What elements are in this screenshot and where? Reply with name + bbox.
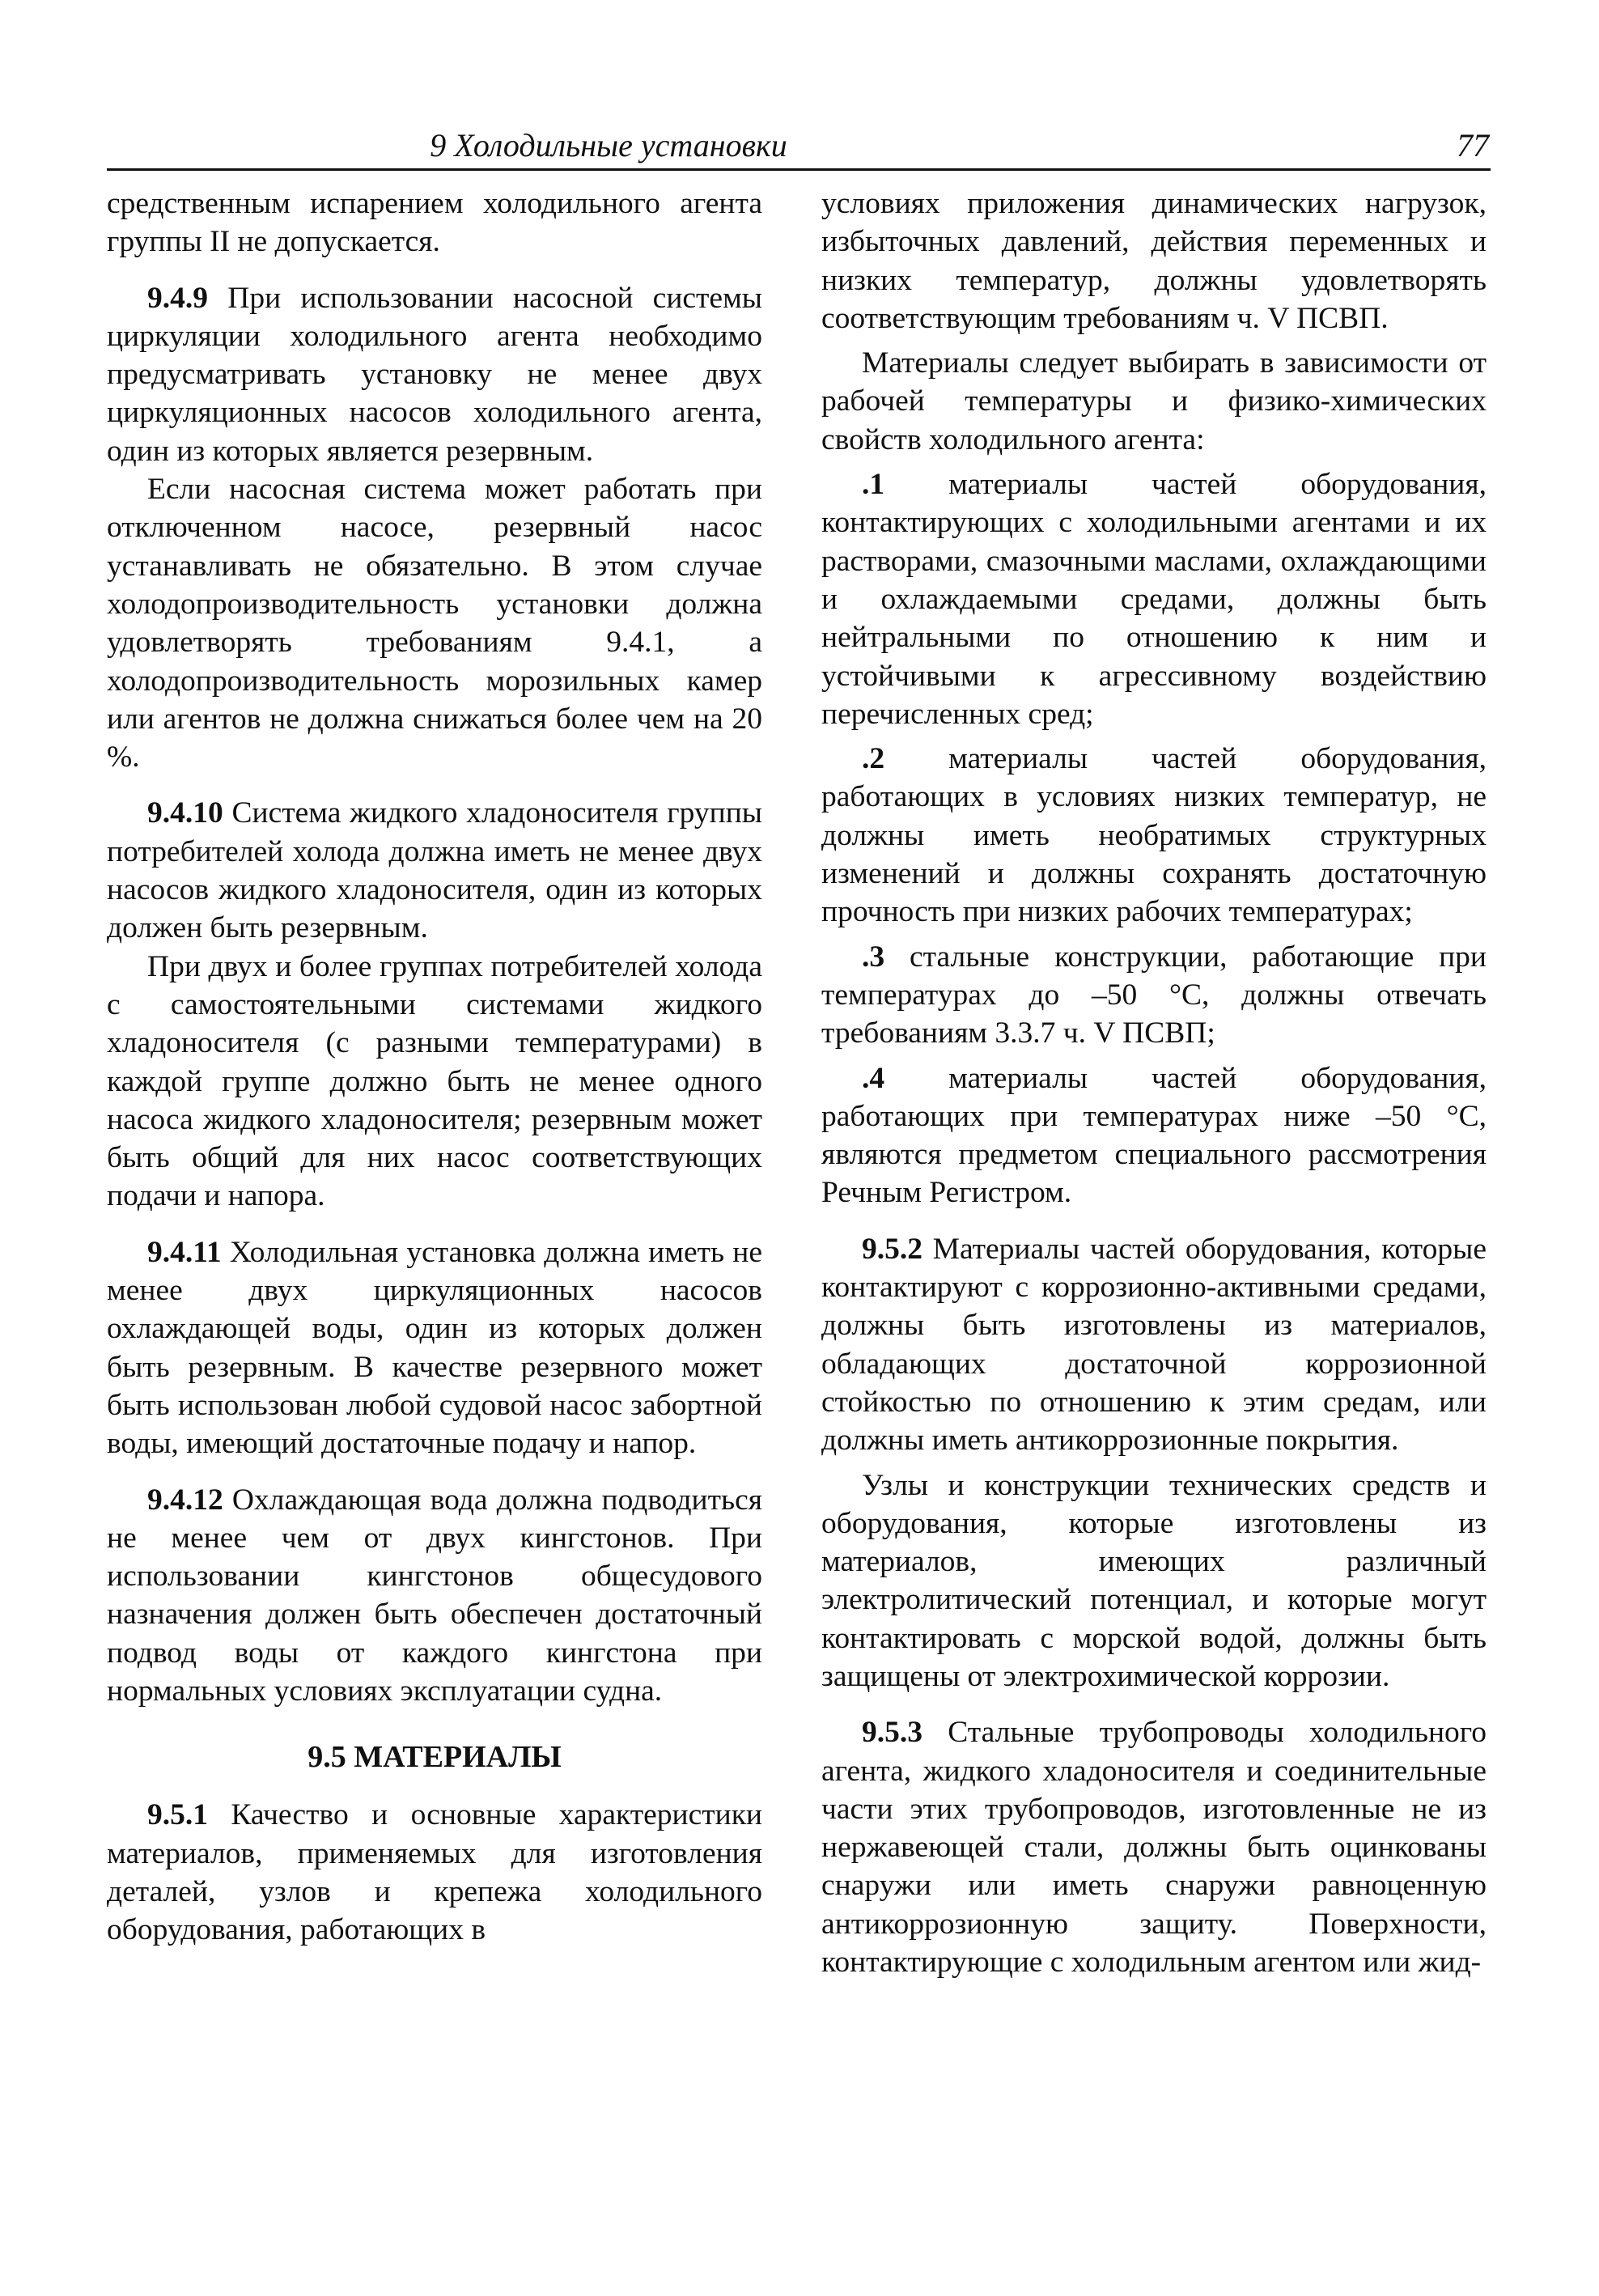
clause-number: 9.5.3 [862, 1716, 922, 1750]
paragraph: При двух и более группах потребителей холода с самостоятельными системами жидкого хладоносителя (с разными температурами) в каждой группе должно быть не менее одного насоса жидкого хладоносителя; резервным может быть общий для них насос соответствующих подачи и напора. [107, 949, 762, 1213]
list-item-number: .1 [862, 468, 885, 502]
clause-number: 9.4.10 [147, 796, 223, 830]
clause-text: Холодильная установка должна иметь не менее двух циркуляционных насосов охлаждающей воды, один из которых должен быть резервным. В качестве резервного может быть использован любой судовой насос забортной воды, имеющий достаточные подачу и напор. [107, 1235, 762, 1461]
clause-9-5-3 [821, 1713, 1487, 1981]
clause-number: 9.5.1 [147, 1798, 208, 1832]
paragraph-continuation: условиях приложения динамических нагрузок, избыточных давлений, действия переменных и низких температур, должны удовлетворять соответствующим требованиям ч. V ПСВП. [821, 187, 1487, 335]
list-item-1 [821, 465, 1487, 733]
paragraph: Если насосная система может работать при отключенном насосе, резервный насос устанавливать не обязательно. В этом случае холодопроизводительность установки должна удовлетворять требованиям 9.4.1, а холодопроизводительность морозильных камер или агентов не должна снижаться более чем на 20 %. [107, 473, 762, 775]
list-item-4 [821, 1059, 1487, 1212]
list-item-2 [821, 740, 1487, 931]
right-column [821, 185, 1487, 1981]
page-number: 77 [1457, 127, 1489, 163]
paragraph: Узлы и конструкции технических средств и оборудования, которые изготовлены из материалов, имеющих различный электролитический потенциал, и которые могут контактировать с морской водой, должны быть защищены от электрохимической коррозии. [821, 1468, 1487, 1693]
list-item-number: .3 [862, 940, 885, 974]
paragraph-continuation: средственным испарением холодильного агента группы II не допускается. [107, 187, 762, 259]
clause-number: 9.4.9 [147, 281, 208, 315]
clause-9-4-9 [107, 279, 762, 470]
clause-text: При использовании насосной системы циркуляции холодильного агента необходимо предусматривать установку не менее двух циркуляционных насосов холодильного агента, один из которых является резервным. [107, 281, 762, 468]
list-item-3 [821, 938, 1487, 1053]
clause-9-5-1 [107, 1796, 762, 1949]
left-column [107, 185, 762, 1949]
clause-text: Система жидкого хладоносителя группы потребителей холода должна иметь не менее двух насосов жидкого хладоносителя, один из которых должен быть резервным. [107, 796, 762, 945]
clause-9-5-2 [821, 1230, 1487, 1460]
list-item-number: .2 [862, 742, 885, 776]
clause-text: Стальные трубопроводы холодильного агента, жидкого хладоносителя и соединительные части этих трубопроводов, изготовленные не из нержавеющей стали, должны быть оцинкованы снаружи или иметь снаружи равноценную антикоррозионную защиту. Поверхности, контактирующие с холодильным агентом или жид- [821, 1716, 1487, 1980]
paragraph: Материалы следует выбирать в зависимости от рабочей температуры и физико-химических свойств холодильного агента: [821, 346, 1487, 456]
running-title: 9 Холодильные установки [430, 127, 787, 163]
clause-9-4-11 [107, 1233, 762, 1463]
list-item-number: .4 [862, 1061, 885, 1095]
clause-number: 9.5.2 [862, 1232, 922, 1266]
section-heading: 9.5 МАТЕРИАЛЫ [308, 1740, 562, 1775]
clause-text: Охлаждающая вода должна подводиться не менее чем от двух кингстонов. При использовании кингстонов общесудового назначения должен быть обеспечен достаточный подвод воды от каждого кингстона при нормальных условиях эксплуатации судна. [107, 1483, 762, 1708]
page-header [107, 121, 1491, 171]
list-item-text: материалы частей оборудования, работающих при температурах ниже –50 °C, являются предметом специального рассмотрения Речным Регистром. [821, 1061, 1487, 1210]
clause-text: Качество и основные характеристики материалов, применяемых для изготовления деталей, узлов и крепежа холодильного оборудования, работающих в [107, 1798, 762, 1947]
list-item-text: материалы частей оборудования, работающих в условиях низких температур, не должны иметь необратимых структурных изменений и должны сохранять достаточную прочность при низких рабочих температурах; [821, 742, 1487, 929]
clause-text: Материалы частей оборудования, которые контактируют с коррозионно-активными средами, должны быть изготовлены из материалов, обладающих достаточной коррозионной стойкостью по отношению к этим средам, или должны иметь антикоррозионные покрытия. [821, 1232, 1487, 1458]
clause-number: 9.4.11 [147, 1235, 222, 1269]
clause-9-4-12 [107, 1481, 762, 1711]
clause-9-4-10 [107, 794, 762, 947]
list-item-text: материалы частей оборудования, контактирующих с холодильными агентами и их растворами, смазочными маслами, охлаждающими и охлаждаемыми средами, должны быть нейтральными по отношению к ним и устойчивыми к агрессивному воздействию перечисленных сред; [821, 468, 1487, 731]
clause-number: 9.4.12 [147, 1483, 223, 1517]
list-item-text: стальные конструкции, работающие при температурах до –50 °C, должны отвечать требованиям 3.3.7 ч. V ПСВП; [821, 940, 1487, 1050]
